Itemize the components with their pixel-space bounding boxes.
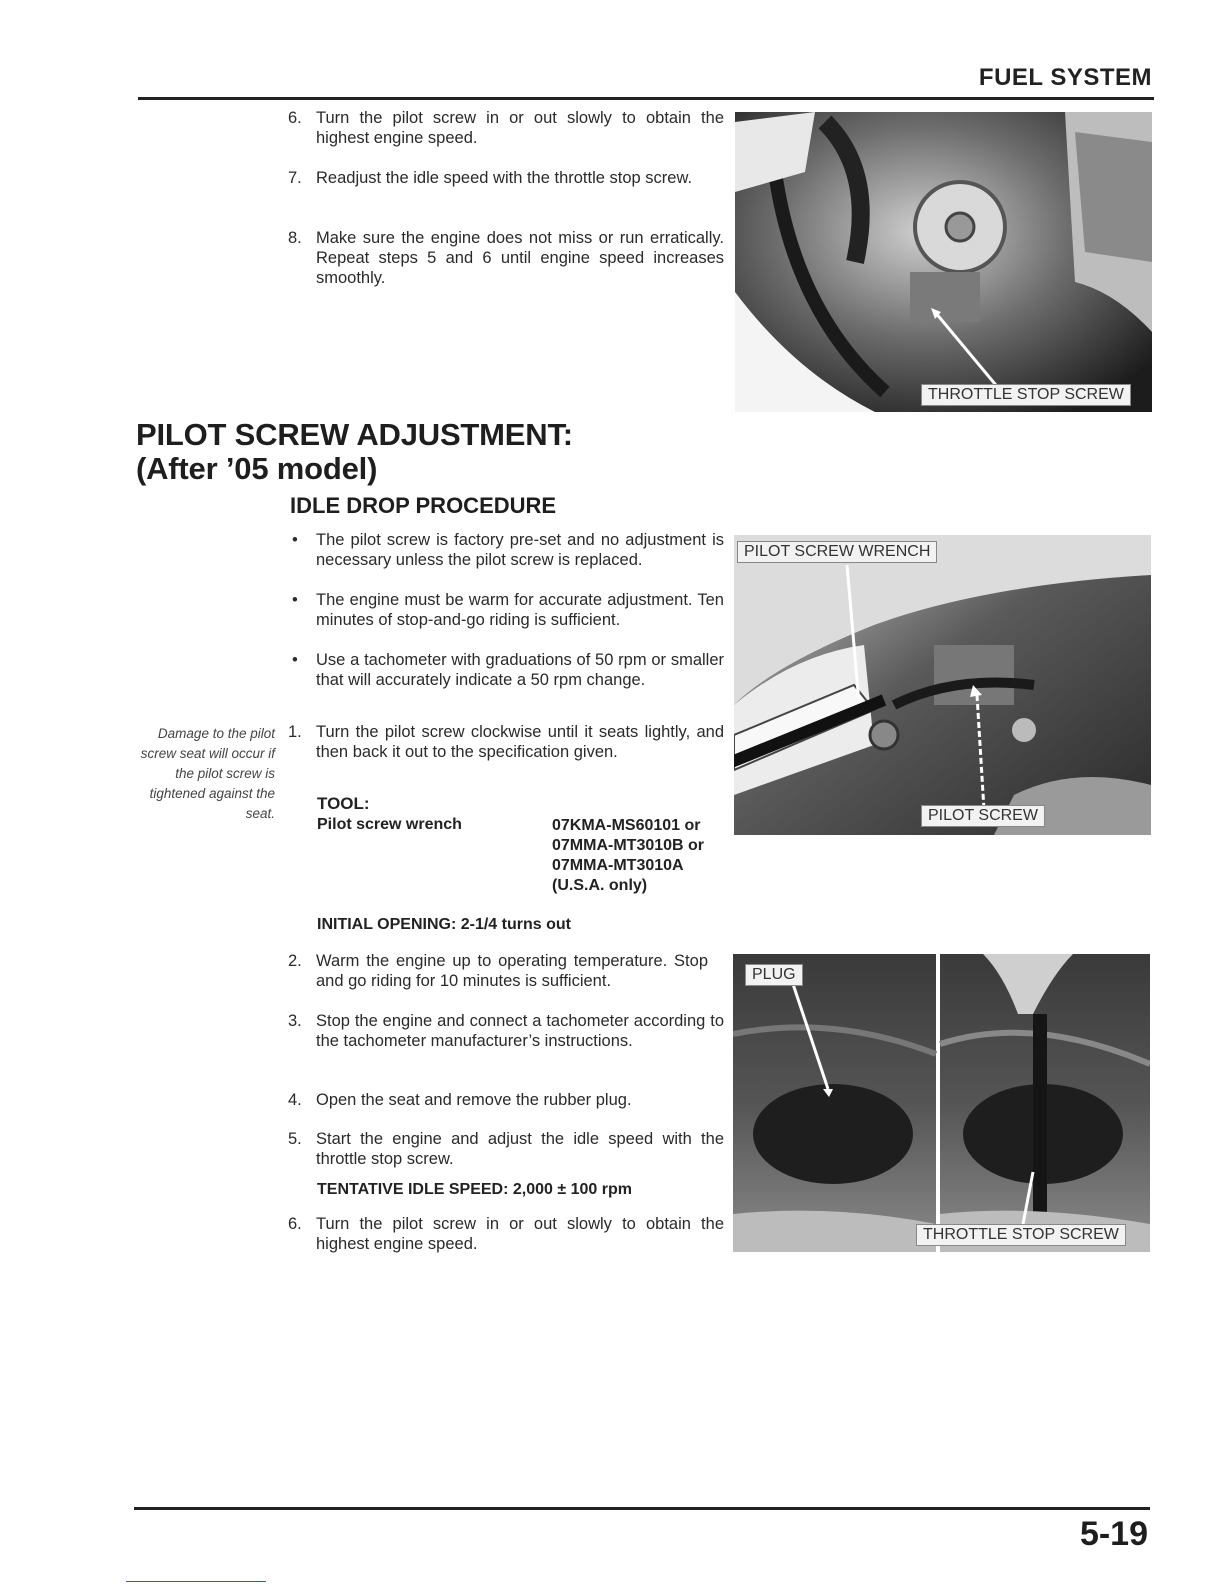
header-rule — [138, 97, 1154, 100]
step-7: 7. Readjust the idle speed with the throttle stop screw. — [288, 169, 693, 187]
step-4: 4. Open the seat and remove the rubber plug. — [288, 1091, 632, 1109]
bullet-3: • Use a tachometer with graduations of 50 rpm or smaller that will accurately indicate a 50 rpm change. — [292, 651, 724, 689]
step-1: 1. Turn the pilot screw clockwise until it seats lightly, and then back it out to the specification given. — [288, 723, 724, 761]
photo-pilot-screw-wrench — [734, 535, 1151, 835]
section-header: FUEL SYSTEM — [978, 64, 1152, 91]
footer-link-line — [126, 1581, 266, 1582]
footer-rule — [134, 1507, 1150, 1510]
tool-heading: TOOL: — [317, 794, 370, 813]
bullet-2: • The engine must be warm for accurate adjustment. Ten minutes of stop-and-go riding is sufficient. — [292, 591, 724, 629]
callout-plug: PLUG — [745, 964, 803, 986]
caution-note: Damage to the pilot screw seat will occur if the pilot screw is tightened against the seat. — [140, 726, 275, 821]
section-title — [136, 418, 573, 486]
step-5: 5. Start the engine and adjust the idle speed with the throttle stop screw. — [288, 1130, 724, 1168]
callout-pilot-screw-wrench: PILOT SCREW WRENCH — [737, 541, 937, 563]
callout-throttle-stop-screw: THROTTLE STOP SCREW — [921, 384, 1131, 406]
engine-photo-2 — [734, 535, 1151, 835]
tool-part-numbers: 07KMA-MS60101 or 07MMA-MT3010B or 07MMA-MT3010A (U.S.A. only) — [552, 817, 705, 894]
engine-photo-3 — [733, 954, 1150, 1252]
step-8: 8. Make sure the engine does not miss or run erratically. Repeat steps 5 and 6 until engine speed increases smoothly. — [288, 229, 724, 287]
step-3: 3. Stop the engine and connect a tachometer according to the tachometer manufacturer’s instructions. — [288, 1012, 724, 1050]
step-2: 2. Warm the engine up to operating temperature. Stop and go riding for 10 minutes is sufficient. — [288, 952, 708, 990]
photo-throttle-stop-screw — [735, 112, 1152, 412]
section-title-line1: PILOT SCREW ADJUSTMENT: — [136, 417, 573, 452]
tentative-idle-speed-spec: TENTATIVE IDLE SPEED: 2,000 ± 100 rpm — [317, 1181, 632, 1198]
tool-name: Pilot screw wrench — [317, 816, 462, 833]
bullet-1: • The pilot screw is factory pre-set and no adjustment is necessary unless the pilot screw is replaced. — [292, 531, 724, 569]
engine-photo-1 — [735, 112, 1152, 412]
initial-opening-spec: INITIAL OPENING: 2-1/4 turns out — [317, 916, 571, 933]
step-6: 6. Turn the pilot screw in or out slowly to obtain the highest engine speed. — [288, 109, 724, 147]
procedure-title: IDLE DROP PROCEDURE — [290, 493, 557, 518]
callout-throttle-stop-screw-2: THROTTLE STOP SCREW — [916, 1224, 1126, 1246]
callout-pilot-screw: PILOT SCREW — [921, 805, 1045, 827]
step-6-repeat: 6. Turn the pilot screw in or out slowly to obtain the highest engine speed. — [288, 1215, 724, 1253]
section-title-line2: (After ’05 model) — [136, 451, 378, 486]
photo-plug-throttle-stop — [733, 954, 1150, 1252]
page-number: 5-19 — [1079, 1515, 1148, 1553]
